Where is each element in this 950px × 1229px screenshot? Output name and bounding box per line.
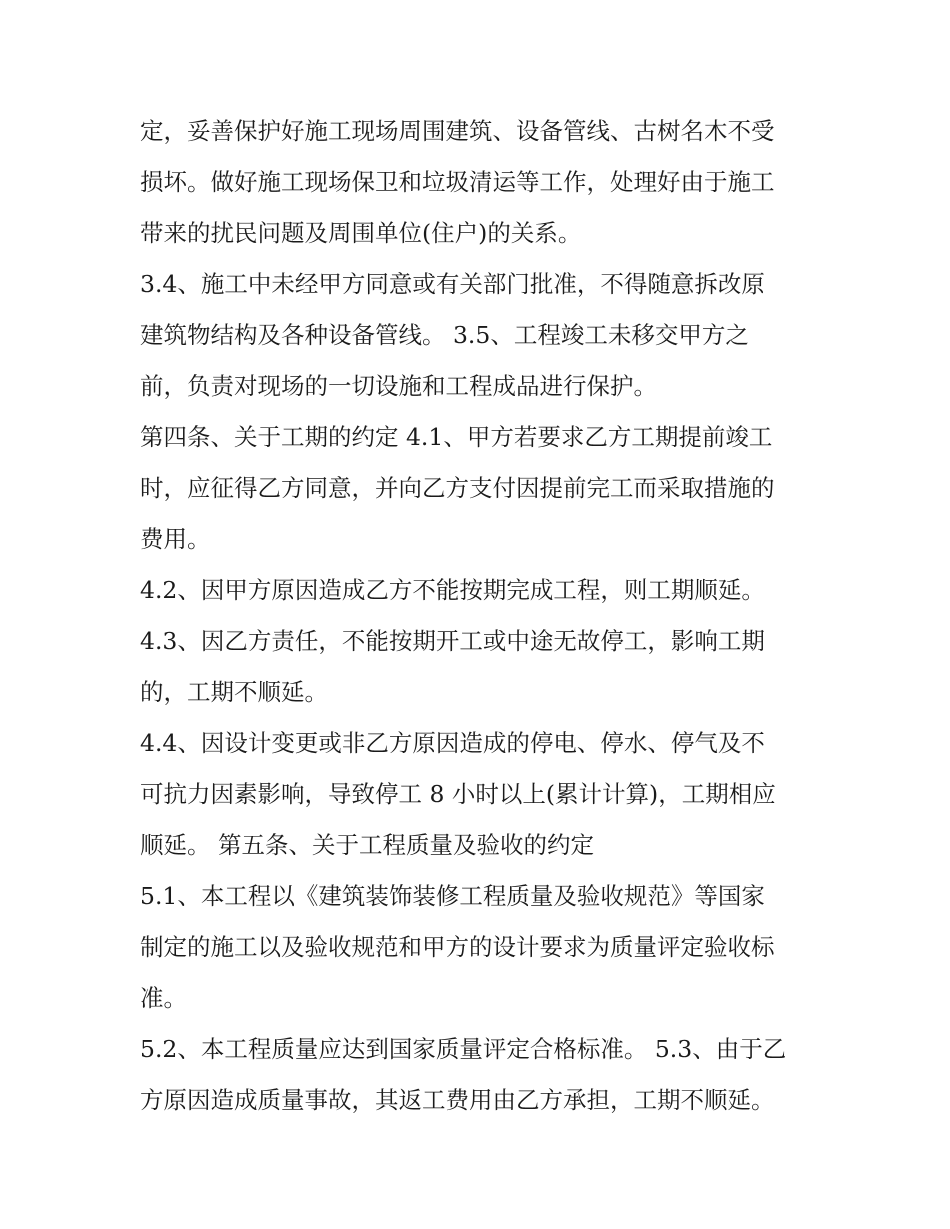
text-line: 顺延。 第五条、关于工程质量及验收的约定 (140, 831, 594, 859)
text-line: 可抗力因素影响，导致停工 8 小时以上(累计计算)，工期相应 (140, 780, 776, 808)
text-line: 4.2、因甲方原因造成乙方不能按期完成工程，则工期顺延。 (140, 576, 765, 604)
text-line: 建筑物结构及各种设备管线。 3.5、工程竣工未移交甲方之 (140, 321, 749, 349)
text-line: 5.2、本工程质量应达到国家质量评定合格标准。 5.3、由于乙 (140, 1035, 787, 1063)
text-line: 4.4、因设计变更或非乙方原因造成的停电、停水、停气及不 (140, 729, 765, 757)
text-line: 损坏。做好施工现场保卫和垃圾清运等工作，处理好由于施工 (140, 168, 775, 196)
text-line: 制定的施工以及验收规范和甲方的设计要求为质量评定验收标 (140, 933, 775, 961)
text-line: 带来的扰民问题及周围单位(住户)的关系。 (140, 219, 582, 247)
text-line: 费用。 (140, 525, 211, 553)
text-line: 定，妥善保护好施工现场周围建筑、设备管线、古树名木不受 (140, 117, 775, 145)
text-line: 前，负责对现场的一切设施和工程成品进行保护。 (140, 372, 657, 400)
text-line: 准。 (140, 984, 187, 1012)
document-body (140, 106, 820, 1126)
text-line: 的，工期不顺延。 (140, 678, 328, 706)
text-line: 时，应征得乙方同意，并向乙方支付因提前完工而采取措施的 (140, 474, 775, 502)
text-line: 第四条、关于工期的约定 4.1、甲方若要求乙方工期提前竣工 (140, 423, 773, 451)
text-line: 4.3、因乙方责任，不能按期开工或中途无故停工，影响工期 (140, 627, 765, 655)
text-line: 5.1、本工程以《建筑装饰装修工程质量及验收规范》等国家 (140, 882, 765, 910)
text-line: 3.4、施工中未经甲方同意或有关部门批准，不得随意拆改原 (140, 270, 765, 298)
text-line: 方原因造成质量事故，其返工费用由乙方承担，工期不顺延。 (140, 1086, 775, 1114)
